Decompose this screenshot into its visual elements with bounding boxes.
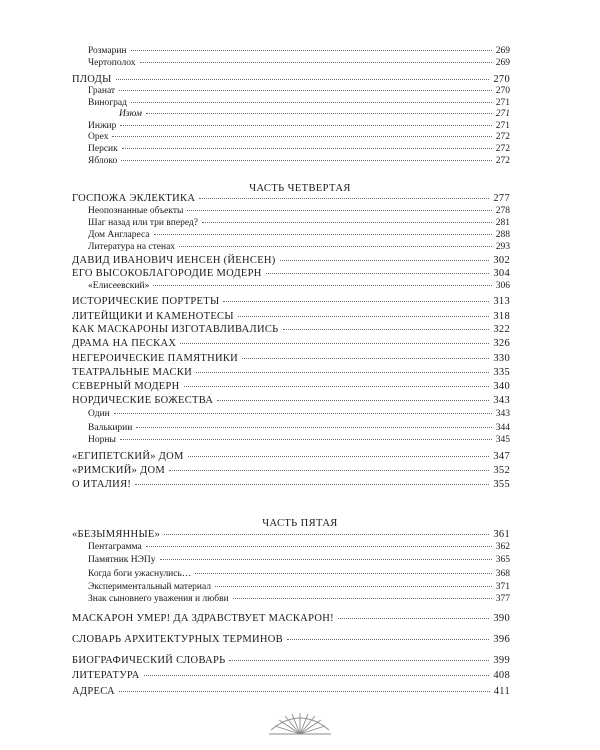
dot-leader <box>114 413 492 414</box>
toc-entry-title: Неопознанные объекты <box>88 206 184 216</box>
toc-entry-title: О ИТАЛИЯ! <box>72 479 132 490</box>
toc-entry-title: НЕГЕРОИЧЕСКИЕ ПАМЯТНИКИ <box>72 353 239 364</box>
toc-entry-page: 277 <box>493 193 510 204</box>
toc-entry-page: 306 <box>495 281 510 291</box>
toc-entry-title: Литература на стенах <box>88 242 176 252</box>
toc-entry-title: Изюм <box>119 109 142 119</box>
toc-entry-page: 322 <box>493 324 510 335</box>
dot-leader <box>154 234 492 235</box>
toc-entry <box>88 98 510 109</box>
toc-entry <box>72 395 510 406</box>
toc-entry-title: Гранат <box>88 86 116 96</box>
toc-entry-page: 355 <box>493 479 510 490</box>
toc-entry <box>88 242 510 253</box>
dot-leader <box>160 559 492 560</box>
toc-entry-title: ЛИТЕРАТУРА <box>72 670 140 681</box>
toc-entry <box>72 193 510 204</box>
toc-entry <box>72 479 510 490</box>
toc-entry <box>88 555 510 566</box>
dot-leader <box>146 113 492 114</box>
toc-entry-title: Яблоко <box>88 156 118 166</box>
dot-leader <box>223 301 489 302</box>
toc-entry-title: ПЛОДЫ <box>72 74 112 85</box>
toc-entry-title: НОРДИЧЕСКИЕ БОЖЕСТВА <box>72 395 214 406</box>
toc-entry-title: Инжир <box>88 121 117 131</box>
dot-leader <box>131 50 492 51</box>
toc-entry <box>88 594 510 605</box>
toc-entry <box>88 281 510 292</box>
toc-entry <box>88 156 510 167</box>
toc-entry <box>72 338 510 349</box>
toc-entry-page: 347 <box>493 451 510 462</box>
toc-entry-title: СЕВЕРНЫЙ МОДЕРН <box>72 381 180 392</box>
toc-entry-page: 343 <box>493 395 510 406</box>
toc-entry-page: 272 <box>495 144 510 154</box>
fan-ornament-icon <box>265 712 335 736</box>
toc-entry <box>72 670 510 681</box>
dot-leader <box>184 386 490 387</box>
toc-entry-page: 411 <box>493 686 510 697</box>
dot-leader <box>195 573 491 574</box>
dot-leader <box>119 691 490 692</box>
toc-entry-page: 362 <box>495 542 510 552</box>
toc-entry <box>72 613 510 624</box>
toc-entry-page: 365 <box>495 555 510 565</box>
toc-entry-title: «Елисеевский» <box>88 281 150 291</box>
toc-entry-page: 343 <box>495 409 510 419</box>
toc-entry-title: ТЕАТРАЛЬНЫЕ МАСКИ <box>72 367 192 378</box>
toc-entry <box>88 132 510 143</box>
toc-entry <box>88 435 510 446</box>
toc-entry <box>88 230 510 241</box>
toc-entry <box>88 218 510 229</box>
toc-entry <box>88 569 510 580</box>
toc-entry-title: СЛОВАРЬ АРХИТЕКТУРНЫХ ТЕРМИНОВ <box>72 634 283 645</box>
toc-entry <box>72 529 510 540</box>
toc-entry <box>119 109 510 120</box>
dot-leader <box>229 660 489 661</box>
toc-entry-title: ГОСПОЖА ЭКЛЕКТИКА <box>72 193 196 204</box>
toc-entry <box>72 381 510 392</box>
toc-entry-page: 377 <box>495 594 510 604</box>
toc-entry <box>72 465 510 476</box>
dot-leader <box>131 102 492 103</box>
toc-entry-page: 390 <box>493 613 510 624</box>
toc-entry-title: Шаг назад или три вперед? <box>88 218 198 228</box>
toc-entry-title: БИОГРАФИЧЕСКИЙ СЛОВАРЬ <box>72 655 226 666</box>
toc-entry <box>72 353 510 364</box>
toc-entry-title: Валькирии <box>88 423 133 433</box>
dot-leader <box>164 534 489 535</box>
toc-entry-page: 396 <box>493 634 510 645</box>
toc-entry <box>88 86 510 97</box>
dot-leader <box>119 90 492 91</box>
dot-leader <box>199 198 489 199</box>
dot-leader <box>338 618 489 619</box>
dot-leader <box>120 125 491 126</box>
dot-leader <box>202 222 492 223</box>
toc-entry-title: Один <box>88 409 110 419</box>
toc-entry-title: Розмарин <box>88 46 127 56</box>
toc-entry-title: ДАВИД ИВАНОВИЧ ИЕНСЕН (ЙЕНСЕН) <box>72 255 276 266</box>
toc-entry-page: 326 <box>493 338 510 349</box>
toc-entry-page: 270 <box>493 74 510 85</box>
dot-leader <box>187 210 491 211</box>
toc-entry-page: 272 <box>495 156 510 166</box>
toc-entry <box>72 634 510 645</box>
dot-leader <box>188 456 490 457</box>
toc-entry-title: Виноград <box>88 98 127 108</box>
toc-entry-title: КАК МАСКАРОНЫ ИЗГОТАВЛИВАЛИСЬ <box>72 324 279 335</box>
toc-entry-page: 293 <box>495 242 510 252</box>
toc-entry-page: 272 <box>495 132 510 142</box>
toc-entry-page: 278 <box>495 206 510 216</box>
dot-leader <box>233 598 492 599</box>
toc-entry-title: Пентаграмма <box>88 542 142 552</box>
dot-leader <box>121 160 491 161</box>
toc-entry <box>72 74 510 85</box>
toc-entry-title: Знак сыновнего уважения и любви <box>88 594 229 604</box>
toc-entry-page: 408 <box>493 670 510 681</box>
toc-entry-page: 340 <box>493 381 510 392</box>
dot-leader <box>135 484 489 485</box>
dot-leader <box>112 136 491 137</box>
toc-entry <box>88 582 510 593</box>
toc-entry-page: 352 <box>493 465 510 476</box>
toc-entry-page: 304 <box>493 268 510 279</box>
toc-entry-page: 313 <box>493 296 510 307</box>
dot-leader <box>242 358 489 359</box>
dot-leader <box>238 316 490 317</box>
toc-entry <box>72 255 510 266</box>
toc-entry <box>88 206 510 217</box>
toc-entry-title: АДРЕСА <box>72 686 115 697</box>
toc-entry-page: 270 <box>495 86 510 96</box>
toc-entry-title: Памятник НЭПу <box>88 555 156 565</box>
dot-leader <box>287 639 489 640</box>
toc-entry <box>72 324 510 335</box>
dot-leader <box>136 427 491 428</box>
toc-entry-page: 269 <box>495 58 510 68</box>
toc-entry-page: 318 <box>493 311 510 322</box>
dot-leader <box>122 148 492 149</box>
toc-entry-page: 361 <box>493 529 510 540</box>
toc-entry <box>88 58 510 69</box>
toc-entry <box>72 311 510 322</box>
toc-entry-title: «БЕЗЫМЯННЫЕ» <box>72 529 161 540</box>
part-four-heading: ЧАСТЬ ЧЕТВЕРТАЯ <box>249 183 351 194</box>
toc-entry-title: «РИМСКИЙ» ДОМ <box>72 465 166 476</box>
toc-entry <box>88 46 510 57</box>
toc-entry-title: ЛИТЕЙЩИКИ И КАМЕНОТЕСЫ <box>72 311 234 322</box>
toc-entry-title: МАСКАРОН УМЕР! ДА ЗДРАВСТВУЕТ МАСКАРОН! <box>72 613 334 624</box>
toc-entry-page: 302 <box>493 255 510 266</box>
toc-entry-page: 345 <box>495 435 510 445</box>
toc-entry <box>72 367 510 378</box>
toc-entry-page: 271 <box>495 121 510 131</box>
toc-entry-page: 281 <box>495 218 510 228</box>
toc-entry-page: 344 <box>495 423 510 433</box>
toc-entry-page: 271 <box>495 98 510 108</box>
toc-entry-title: Норны <box>88 435 116 445</box>
dot-leader <box>217 400 489 401</box>
toc-entry-page: 399 <box>493 655 510 666</box>
toc-entry <box>88 542 510 553</box>
toc-entry <box>72 451 510 462</box>
dot-leader <box>153 285 491 286</box>
toc-entry-title: ИСТОРИЧЕСКИЕ ПОРТРЕТЫ <box>72 296 220 307</box>
toc-entry <box>88 121 510 132</box>
toc-entry-page: 330 <box>493 353 510 364</box>
toc-entry-page: 288 <box>495 230 510 240</box>
toc-entry <box>72 268 510 279</box>
toc-entry-title: Чертополох <box>88 58 136 68</box>
toc-entry-title: Когда боги ужаснулись… <box>88 569 192 579</box>
toc-entry-title: ДРАМА НА ПЕСКАХ <box>72 338 177 349</box>
toc-entry-title: Экспериментальный материал <box>88 582 212 592</box>
dot-leader <box>196 372 489 373</box>
toc-entry <box>88 423 510 434</box>
toc-entry <box>88 144 510 155</box>
dot-leader <box>283 329 490 330</box>
dot-leader <box>116 79 490 80</box>
dot-leader <box>169 470 489 471</box>
dot-leader <box>180 343 489 344</box>
dot-leader <box>215 586 492 587</box>
toc-entry <box>72 686 510 697</box>
toc-entry-page: 269 <box>495 46 510 56</box>
toc-entry-title: ЕГО ВЫСОКОБЛАГОРОДИЕ МОДЕРН <box>72 268 262 279</box>
toc-entry-title: Орех <box>88 132 109 142</box>
toc-entry-page: 371 <box>495 582 510 592</box>
toc-entry <box>72 655 510 666</box>
toc-entry <box>72 296 510 307</box>
part-five-heading: ЧАСТЬ ПЯТАЯ <box>262 518 338 529</box>
dot-leader <box>120 439 492 440</box>
dot-leader <box>144 675 490 676</box>
dot-leader <box>179 246 492 247</box>
toc-entry-page: 335 <box>493 367 510 378</box>
toc-entry <box>88 409 510 420</box>
dot-leader <box>140 62 492 63</box>
toc-entry-title: «ЕГИПЕТСКИЙ» ДОМ <box>72 451 184 462</box>
dot-leader <box>280 260 490 261</box>
toc-entry-title: Дом Англареса <box>88 230 150 240</box>
toc-entry-title: Персик <box>88 144 118 154</box>
dot-leader <box>266 273 490 274</box>
toc-entry-page: 271 <box>495 109 510 119</box>
dot-leader <box>146 546 492 547</box>
toc-entry-page: 368 <box>495 569 510 579</box>
